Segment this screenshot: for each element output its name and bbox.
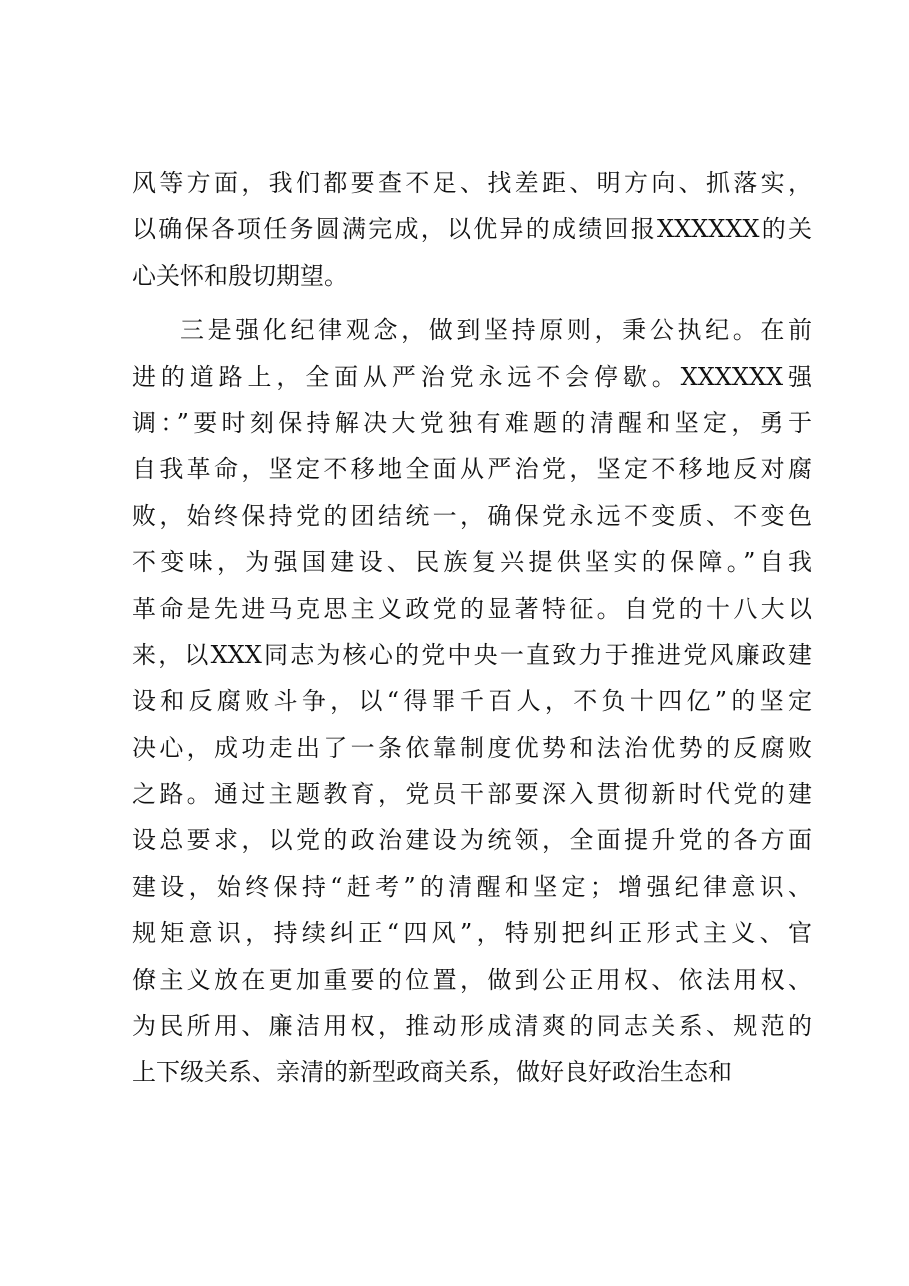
text-line: 规矩意识，持续纠正“四风”，特别把纠正形式主义、官	[132, 919, 812, 948]
text-line: 上下级关系、亲清的新型政商关系，做好良好政治生态和	[132, 1058, 732, 1087]
text-line: 设和反腐败斗争，以“得罪千百人，不负十四亿”的坚定	[132, 687, 812, 716]
text-line: 为民所用、廉洁用权，推动形成清爽的同志关系、规范的	[132, 1012, 812, 1041]
text-line: 僚主义放在更加重要的位置，做到公正用权、依法用权、	[132, 965, 812, 994]
paragraph	[132, 160, 812, 299]
text-line: 革命是先进马克思主义政党的显著特征。自党的十八大以	[132, 594, 812, 623]
text-line: 自我革命，坚定不移地全面从严治党，坚定不移地反对腐	[132, 455, 812, 484]
paragraph	[132, 307, 812, 1096]
paragraph-gap	[132, 299, 812, 307]
text-line: 不变味，为强国建设、民族复兴提供坚实的保障。”自我	[132, 548, 812, 577]
text-line: 败，始终保持党的团结统一，确保党永远不变质、不变色	[132, 501, 812, 530]
text-line: 决心，成功走出了一条依靠制度优势和法治优势的反腐败	[132, 733, 812, 762]
text-line: 以确保各项任务圆满完成，以优异的成绩回报XXXXXX的关	[132, 215, 812, 244]
text-line: 心关怀和殷切期望。	[132, 261, 348, 290]
text-line: 调：”要时刻保持解决大党独有难题的清醒和坚定，勇于	[132, 408, 812, 437]
document-body	[132, 160, 812, 1096]
text-line: 来，以XXX同志为核心的党中央一直致力于推进党风廉政建	[132, 640, 812, 669]
text-line: 之路。通过主题教育，党员干部要深入贯彻新时代党的建	[132, 780, 812, 809]
text-line: 进的道路上，全面从严治党永远不会停歇。XXXXXX强	[132, 362, 812, 391]
text-line: 设总要求，以党的政治建设为统领，全面提升党的各方面	[132, 826, 812, 855]
text-line: 三是强化纪律观念，做到坚持原则，秉公执纪。在前	[180, 316, 812, 345]
text-line: 建设，始终保持“赶考”的清醒和坚定；增强纪律意识、	[132, 872, 812, 901]
text-line: 风等方面，我们都要查不足、找差距、明方向、抓落实，	[132, 169, 812, 197]
